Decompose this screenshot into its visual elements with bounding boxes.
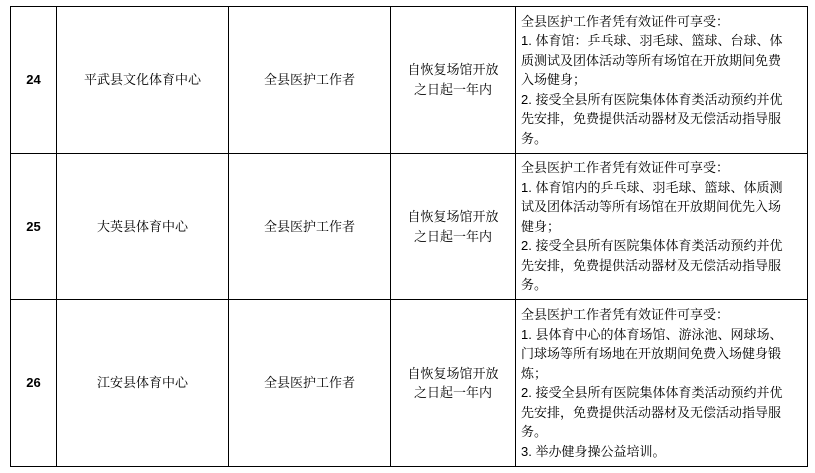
row-period bbox=[391, 7, 516, 154]
detail-line: 健身； bbox=[521, 218, 561, 234]
table-row bbox=[11, 7, 808, 154]
row-index: 24 bbox=[11, 7, 57, 154]
row-target: 全县医护工作者 bbox=[229, 7, 391, 154]
detail-line: 1. 县体育中心的体育场馆、游泳池、网球场、 bbox=[521, 326, 783, 342]
row-index: 25 bbox=[11, 153, 57, 300]
row-target: 全县医护工作者 bbox=[229, 153, 391, 300]
detail-line: 1. 体育馆：乒乓球、羽毛球、篮球、台球、体 bbox=[521, 33, 783, 49]
row-period-line1: 自恢复场馆开放 bbox=[407, 365, 499, 381]
detail-line: 2. 接受全县所有医院集体体育类活动预约并优 bbox=[521, 385, 783, 401]
detail-line: 全县医护工作者凭有效证件可享受： bbox=[521, 13, 730, 29]
table-row bbox=[11, 300, 808, 467]
row-venue: 大英县体育中心 bbox=[57, 153, 229, 300]
detail-line: 试及团体活动等所有场馆在开放期间优先入场 bbox=[521, 199, 782, 215]
detail-line: 全县医护工作者凭有效证件可享受： bbox=[521, 160, 730, 176]
row-period-line2: 之日起一年内 bbox=[413, 81, 492, 97]
detail-line: 2. 接受全县所有医院集体体育类活动预约并优 bbox=[521, 238, 783, 254]
row-venue: 平武县文化体育中心 bbox=[57, 7, 229, 154]
detail-line: 先安排，免费提供活动器材及无偿活动指导服 bbox=[521, 257, 782, 273]
detail-line: 1. 体育馆内的乒乓球、羽毛球、篮球、体质测 bbox=[521, 179, 783, 195]
benefit-table bbox=[10, 6, 808, 467]
detail-line: 务。 bbox=[521, 424, 548, 440]
detail-line: 全县医护工作者凭有效证件可享受： bbox=[521, 307, 730, 323]
row-period-line2: 之日起一年内 bbox=[413, 228, 492, 244]
row-period-line1: 自恢复场馆开放 bbox=[407, 62, 499, 78]
detail-line: 3. 举办健身操公益培训。 bbox=[521, 443, 666, 459]
detail-line: 门球场等所有场地在开放期间免费入场健身锻 bbox=[521, 346, 782, 362]
detail-line: 入场健身； bbox=[521, 72, 587, 88]
detail-line: 先安排，免费提供活动器材及无偿活动指导服 bbox=[521, 111, 782, 127]
row-detail bbox=[516, 153, 808, 300]
detail-line: 务。 bbox=[521, 130, 548, 146]
row-detail bbox=[516, 7, 808, 154]
row-target: 全县医护工作者 bbox=[229, 300, 391, 467]
detail-line: 炼； bbox=[521, 365, 548, 381]
detail-line: 先安排，免费提供活动器材及无偿活动指导服 bbox=[521, 404, 782, 420]
row-index: 26 bbox=[11, 300, 57, 467]
detail-line: 2. 接受全县所有医院集体体育类活动预约并优 bbox=[521, 91, 783, 107]
row-period-line1: 自恢复场馆开放 bbox=[407, 209, 499, 225]
row-period bbox=[391, 300, 516, 467]
row-period-line2: 之日起一年内 bbox=[413, 385, 492, 401]
table-row bbox=[11, 153, 808, 300]
row-period bbox=[391, 153, 516, 300]
detail-line: 质测试及团体活动等所有场馆在开放期间免费 bbox=[521, 52, 782, 68]
detail-line: 务。 bbox=[521, 277, 548, 293]
row-detail bbox=[516, 300, 808, 467]
row-venue: 江安县体育中心 bbox=[57, 300, 229, 467]
